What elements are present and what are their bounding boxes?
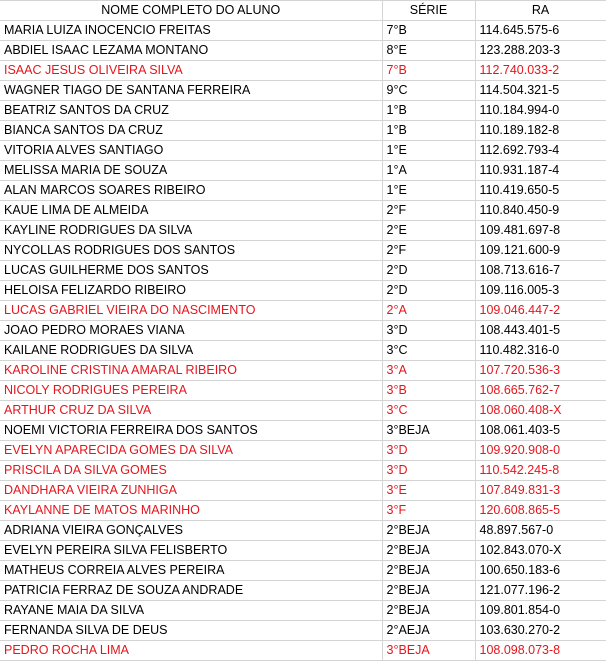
cell-name[interactable]: LUCAS GABRIEL VIEIRA DO NASCIMENTO — [0, 301, 382, 321]
cell-ra[interactable]: 108.098.073-8 — [475, 641, 606, 661]
cell-ra[interactable]: 109.920.908-0 — [475, 441, 606, 461]
cell-serie[interactable]: 3°A — [382, 361, 475, 381]
cell-name[interactable]: MATHEUS CORREIA ALVES PEREIRA — [0, 561, 382, 581]
header-name[interactable]: NOME COMPLETO DO ALUNO — [0, 1, 382, 21]
cell-serie[interactable]: 2°A — [382, 301, 475, 321]
cell-serie[interactable]: 3°C — [382, 341, 475, 361]
table-row — [0, 101, 606, 121]
header-row — [0, 1, 606, 21]
cell-serie[interactable]: 1°B — [382, 121, 475, 141]
cell-serie[interactable]: 2°BEJA — [382, 581, 475, 601]
table-row — [0, 341, 606, 361]
cell-serie[interactable]: 7°B — [382, 21, 475, 41]
cell-ra[interactable]: 110.419.650-5 — [475, 181, 606, 201]
cell-serie[interactable]: 3°D — [382, 461, 475, 481]
table-row — [0, 81, 606, 101]
cell-ra[interactable]: 100.650.183-6 — [475, 561, 606, 581]
cell-name[interactable]: FERNANDA SILVA DE DEUS — [0, 621, 382, 641]
cell-serie[interactable]: 3°B — [382, 381, 475, 401]
cell-ra[interactable]: 110.189.182-8 — [475, 121, 606, 141]
table-row — [0, 281, 606, 301]
table-row — [0, 461, 606, 481]
cell-name[interactable]: PRISCILA DA SILVA GOMES — [0, 461, 382, 481]
cell-serie[interactable]: 9°C — [382, 81, 475, 101]
cell-name[interactable]: MELISSA MARIA DE SOUZA — [0, 161, 382, 181]
cell-name[interactable]: WAGNER TIAGO DE SANTANA FERREIRA — [0, 81, 382, 101]
cell-name[interactable]: HELOISA FELIZARDO RIBEIRO — [0, 281, 382, 301]
cell-serie[interactable]: 2°BEJA — [382, 521, 475, 541]
table-header — [0, 1, 606, 21]
table-row — [0, 201, 606, 221]
cell-serie[interactable]: 2°F — [382, 241, 475, 261]
cell-name[interactable]: ALAN MARCOS SOARES RIBEIRO — [0, 181, 382, 201]
table-row — [0, 501, 606, 521]
table-row — [0, 141, 606, 161]
cell-ra[interactable]: 114.504.321-5 — [475, 81, 606, 101]
cell-name[interactable]: ADRIANA VIEIRA GONÇALVES — [0, 521, 382, 541]
cell-serie[interactable]: 2°BEJA — [382, 561, 475, 581]
cell-serie[interactable]: 2°E — [382, 221, 475, 241]
cell-ra[interactable]: 112.692.793-4 — [475, 141, 606, 161]
cell-ra[interactable]: 121.077.196-2 — [475, 581, 606, 601]
cell-name[interactable]: KAYLINE RODRIGUES DA SILVA — [0, 221, 382, 241]
cell-serie[interactable]: 2°D — [382, 261, 475, 281]
cell-serie[interactable]: 2°D — [382, 281, 475, 301]
cell-name[interactable]: ISAAC JESUS OLIVEIRA SILVA — [0, 61, 382, 81]
table-row — [0, 301, 606, 321]
table-row — [0, 601, 606, 621]
cell-ra[interactable]: 109.116.005-3 — [475, 281, 606, 301]
cell-ra[interactable]: 109.121.600-9 — [475, 241, 606, 261]
table-row — [0, 621, 606, 641]
cell-name[interactable]: RAYANE MAIA DA SILVA — [0, 601, 382, 621]
cell-name[interactable]: NYCOLLAS RODRIGUES DOS SANTOS — [0, 241, 382, 261]
cell-serie[interactable]: 7°B — [382, 61, 475, 81]
cell-serie[interactable]: 3°E — [382, 481, 475, 501]
cell-serie[interactable]: 1°E — [382, 181, 475, 201]
table-row — [0, 221, 606, 241]
cell-serie[interactable]: 1°B — [382, 101, 475, 121]
cell-ra[interactable]: 107.720.536-3 — [475, 361, 606, 381]
table-row — [0, 541, 606, 561]
cell-name[interactable]: ABDIEL ISAAC LEZAMA MONTANO — [0, 41, 382, 61]
cell-serie[interactable]: 2°BEJA — [382, 541, 475, 561]
cell-serie[interactable]: 8°E — [382, 41, 475, 61]
cell-name[interactable]: KAUE LIMA DE ALMEIDA — [0, 201, 382, 221]
cell-ra[interactable]: 109.046.447-2 — [475, 301, 606, 321]
cell-ra[interactable]: 109.481.697-8 — [475, 221, 606, 241]
cell-name[interactable]: BEATRIZ SANTOS DA CRUZ — [0, 101, 382, 121]
cell-serie[interactable]: 2°BEJA — [382, 601, 475, 621]
cell-ra[interactable]: 110.931.187-4 — [475, 161, 606, 181]
table-row — [0, 61, 606, 81]
cell-name[interactable]: PATRICIA FERRAZ DE SOUZA ANDRADE — [0, 581, 382, 601]
cell-name[interactable]: MARIA LUIZA INOCENCIO FREITAS — [0, 21, 382, 41]
cell-name[interactable]: ARTHUR CRUZ DA SILVA — [0, 401, 382, 421]
cell-serie[interactable]: 1°A — [382, 161, 475, 181]
table-row — [0, 161, 606, 181]
cell-serie[interactable]: 3°D — [382, 321, 475, 341]
cell-ra[interactable]: 114.645.575-6 — [475, 21, 606, 41]
table-row — [0, 361, 606, 381]
cell-name[interactable]: EVELYN APARECIDA GOMES DA SILVA — [0, 441, 382, 461]
cell-name[interactable]: VITORIA ALVES SANTIAGO — [0, 141, 382, 161]
cell-ra[interactable]: 112.740.033-2 — [475, 61, 606, 81]
table-row — [0, 581, 606, 601]
table-row — [0, 441, 606, 461]
table-row — [0, 181, 606, 201]
cell-name[interactable]: KAROLINE CRISTINA AMARAL RIBEIRO — [0, 361, 382, 381]
cell-ra[interactable]: 123.288.203-3 — [475, 41, 606, 61]
cell-ra[interactable]: 107.849.831-3 — [475, 481, 606, 501]
cell-ra[interactable]: 110.482.316-0 — [475, 341, 606, 361]
cell-name[interactable]: LUCAS GUILHERME DOS SANTOS — [0, 261, 382, 281]
cell-ra[interactable]: 108.060.408-X — [475, 401, 606, 421]
table-row — [0, 521, 606, 541]
cell-serie[interactable]: 3°F — [382, 501, 475, 521]
cell-serie[interactable]: 3°BEJA — [382, 421, 475, 441]
table-row — [0, 481, 606, 501]
cell-ra[interactable]: 110.184.994-0 — [475, 101, 606, 121]
cell-serie[interactable]: 2°F — [382, 201, 475, 221]
cell-ra[interactable]: 102.843.070-X — [475, 541, 606, 561]
table-row — [0, 241, 606, 261]
cell-serie[interactable]: 3°D — [382, 441, 475, 461]
cell-name[interactable]: NOEMI VICTORIA FERREIRA DOS SANTOS — [0, 421, 382, 441]
table-row — [0, 21, 606, 41]
cell-serie[interactable]: 3°BEJA — [382, 641, 475, 661]
cell-ra[interactable]: 108.713.616-7 — [475, 261, 606, 281]
cell-ra[interactable]: 108.443.401-5 — [475, 321, 606, 341]
cell-name[interactable]: PEDRO ROCHA LIMA — [0, 641, 382, 661]
cell-ra[interactable]: 103.630.270-2 — [475, 621, 606, 641]
cell-ra[interactable]: 48.897.567-0 — [475, 521, 606, 541]
header-ra[interactable]: RA — [475, 1, 606, 21]
table-row — [0, 421, 606, 441]
table-row — [0, 381, 606, 401]
table-row — [0, 41, 606, 61]
cell-name[interactable]: EVELYN PEREIRA SILVA FELISBERTO — [0, 541, 382, 561]
table-row — [0, 641, 606, 661]
table-row — [0, 321, 606, 341]
cell-ra[interactable]: 110.542.245-8 — [475, 461, 606, 481]
table-body — [0, 21, 606, 661]
cell-ra[interactable]: 110.840.450-9 — [475, 201, 606, 221]
header-serie[interactable]: SÉRIE — [382, 1, 475, 21]
cell-serie[interactable]: 3°C — [382, 401, 475, 421]
cell-ra[interactable]: 108.665.762-7 — [475, 381, 606, 401]
cell-name[interactable]: KAYLANNE DE MATOS MARINHO — [0, 501, 382, 521]
cell-name[interactable]: KAILANE RODRIGUES DA SILVA — [0, 341, 382, 361]
cell-ra[interactable]: 120.608.865-5 — [475, 501, 606, 521]
cell-ra[interactable]: 109.801.854-0 — [475, 601, 606, 621]
cell-name[interactable]: JOAO PEDRO MORAES VIANA — [0, 321, 382, 341]
cell-name[interactable]: BIANCA SANTOS DA CRUZ — [0, 121, 382, 141]
table-row — [0, 121, 606, 141]
cell-name[interactable]: DANDHARA VIEIRA ZUNHIGA — [0, 481, 382, 501]
cell-serie[interactable]: 1°E — [382, 141, 475, 161]
table-row — [0, 261, 606, 281]
cell-ra[interactable]: 108.061.403-5 — [475, 421, 606, 441]
cell-name[interactable]: NICOLY RODRIGUES PEREIRA — [0, 381, 382, 401]
cell-serie[interactable]: 2°AEJA — [382, 621, 475, 641]
table-row — [0, 561, 606, 581]
table-row — [0, 401, 606, 421]
